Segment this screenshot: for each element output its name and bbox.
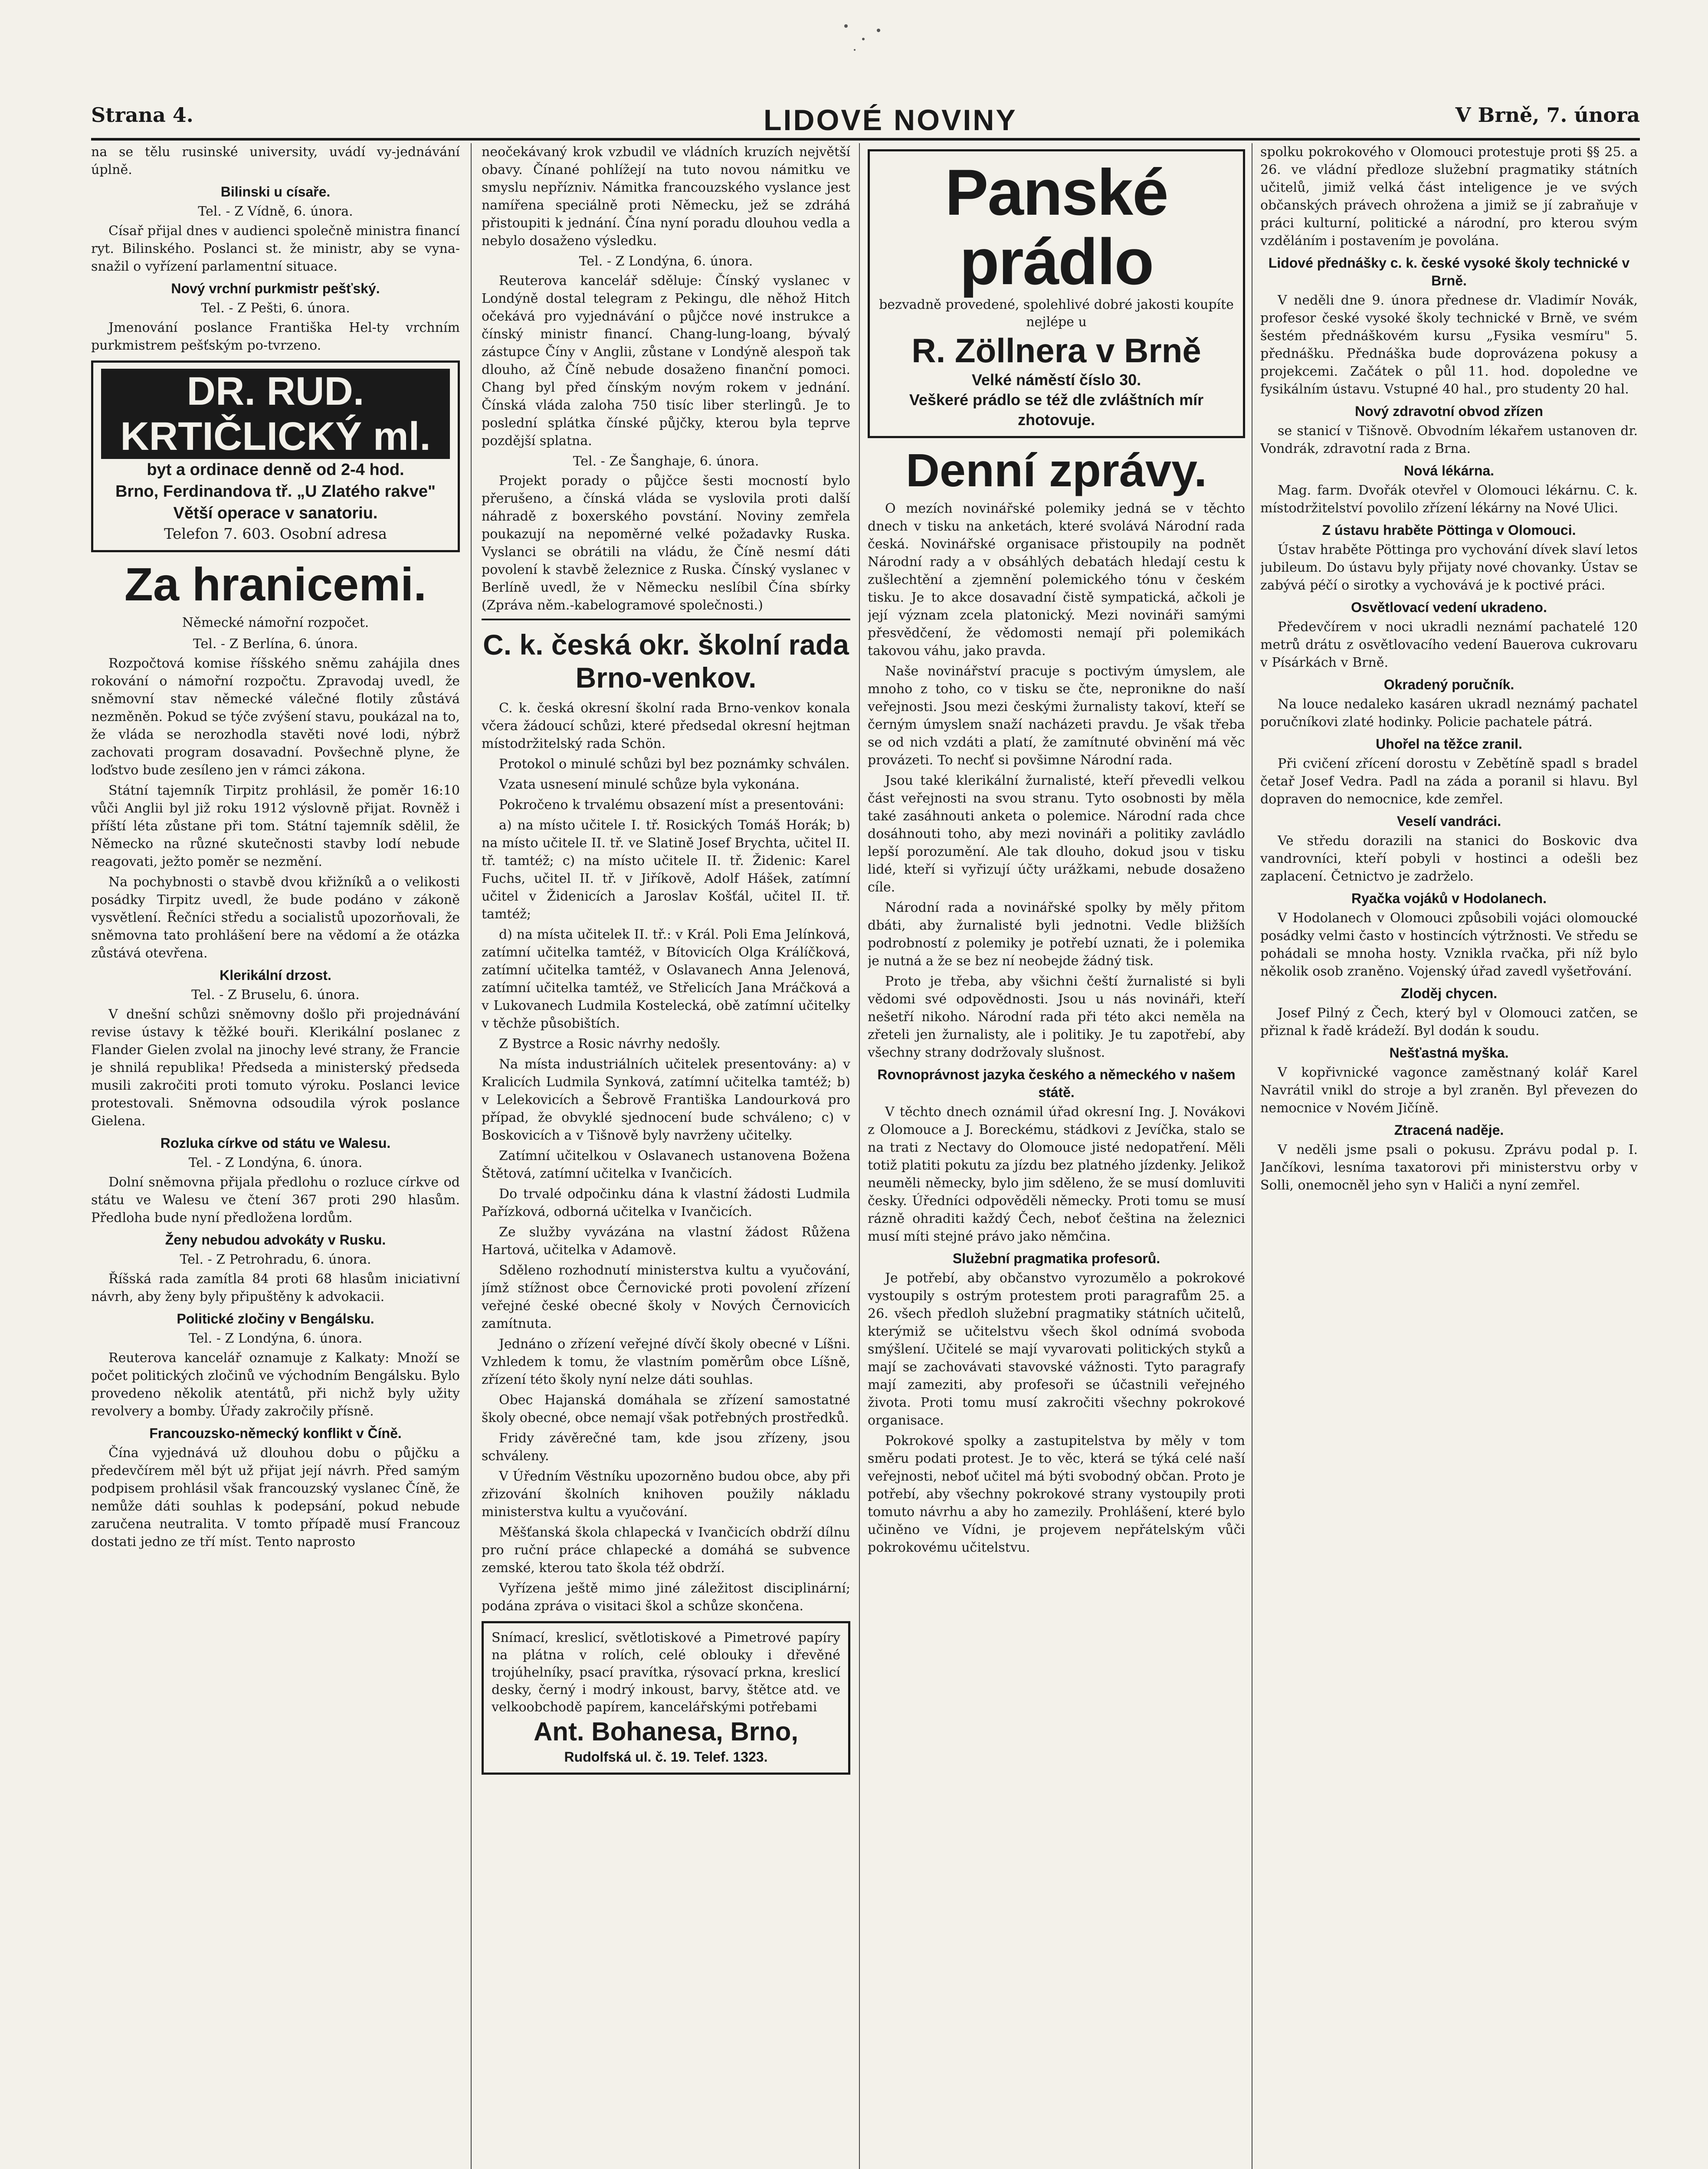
article-text: V neděli jsme psali o pokusu. Zprávu podal p. I. Jančíkovi, lesníma taxatorovi při ministerstvu orby v Solli, onemocněl jeho syn v Haliči a nyní zemřel. [1260, 1142, 1638, 1193]
article-text: Pokrokové spolky a zastupitelstva by měly v tom směru podati protest. Je to věc, která se týká celé naší veřejnosti, neboť učitel má býti svobodný občan. Proto je potřebí, aby všechny pokrokové strany vystoupily proti tomuto návrhu a aby ho zamezily. Prohlášení, které bylo učiněno ve Vídni, je projevem nepřátelským vůči pokrokovému učitelstvu. [868, 1433, 1245, 1555]
column-4 [1260, 143, 1638, 2169]
section-title: Za hranicemi. [124, 558, 427, 610]
article-headline: Bilinski u císaře. [220, 184, 331, 200]
article-text: Josef Pilný z Čech, který byl v Olomouci zatčen, se přiznal k řadě krádeží. Byl dodán k soudu. [1260, 1006, 1638, 1039]
article-text: Naše novinářství pracuje s poctivým úmyslem, ale mnoho z toho, co v tisku se čte, nepronikne do naší veřejnosti. Jsou mezi českými žurnalisty takoví, kteří se černým úmyslem snaží nacházeti pravdu. Je však třeba se od nich vzdáti a platí, že zamítnuté obvinění má věc provázeti. To nechť si povšimne Národní rada. [868, 664, 1245, 768]
article-text: Ve středu dorazili na stanici do Boskovic dva vandrovníci, kteří pobyli v hostinci a odešli bez zaplacení. Četnictvo je zadrželo. [1260, 833, 1638, 884]
ad-line: Telefon 7. 603. Osobní adresa [164, 525, 387, 543]
article-text: Jmenování poslance Františka Hel-ty vrchním purkmistrem pešťským po-tvrzeno. [91, 320, 460, 353]
article-text: Reuterova kancelář oznamuje z Kalkaty: Množí se počet politických zločinů ve východním Bengálsku. Bylo provedeno několik atentátů, při nichž byly užity revolvery a bomby. Úřady zakročily přísně. [91, 1350, 460, 1419]
article-text: Sděleno rozhodnutí ministerstva kultu a vyučování, jímž stížnost obce Černovické proti povolení zřízení veřejné české obecné školy v Nových Černovicích zamítnuta. [482, 1263, 850, 1331]
article-dateline: Tel. - Z Londýna, 6. února. [579, 254, 753, 269]
article-text: Z Bystrce a Rosic návrhy nedošly. [499, 1036, 721, 1052]
article-text: Fridy závěrečné tam, kde jsou zřízeny, jsou schváleny. [482, 1431, 850, 1464]
article-headline: Ryačka vojáků v Hodolanech. [1351, 891, 1547, 906]
ad-address: Rudolfská ul. č. 19. Telef. 1323. [564, 1749, 768, 1765]
article-text: neočekávaný krok vzbudil ve vládních kruzích největší obavy. Čínané pohlížejí na tuto novou námitku ve smyslu nepřízniv. Námitka francouzského vyslance jest namířena speciálně proti Německu, jež se zdráhá přistoupiti k jednání. Čína nyní poradu dlouhou vedla a nebylo dosaženo výsledku. [482, 144, 850, 249]
article-text: C. k. česká okresní školní rada Brno-venkov konala včera žádoucí schůzi, které předsedal okresní hejtman místodržitelský rada Schön. [482, 701, 850, 751]
column-1 [91, 143, 460, 2169]
article-text: d) na místa učitelek II. tř.: v Král. Poli Ema Jelínková, zatímní učitelka tamtéž, v Bítovicích Olga Králíčková, zatímní učitelka tamtéž, v Oslavanech Anna Jelenová, zatímní učitelka tamtéž, ve Střelicích Jana Mráčková a v Lukovanech Ludmila Kostelecká, obě zatímní učitelky v těchže působištích. [482, 927, 850, 1031]
linen-advertisement [868, 149, 1245, 438]
article-headline: Nový zdravotní obvod zřízen [1355, 403, 1543, 419]
newspaper-title: LIDOVÉ NOVINY [764, 104, 1017, 137]
ad-line: byt a ordinace denně od 2-4 hod. [147, 461, 404, 479]
ad-text: Veškeré prádlo se též dle zvláštních mír zhotovuje. [909, 391, 1204, 429]
article-text: V Úředním Věstníku upozorněno budou obce, aby při zřizování školních knihoven použily nákladu ministerstva kultu a vyučování. [482, 1469, 850, 1520]
article-text: Jednáno o zřízení veřejné dívčí školy obecné v Líšni. Vzhledem k tomu, že vlastním poměrům obce Líšně, zřízení této školy nyní nelze dáti souhlas. [482, 1337, 850, 1387]
article-headline: Lidové přednášky c. k. české vysoké školy technické v Brně. [1268, 255, 1630, 288]
article-text: Na místa industriálních učitelek presentovány: a) v Kralicích Ludmila Synková, zatímní učitelka tamtéž; b) v Lelekovicích a Šebrově Františka Landourková pro případ, že obvyklé sjednocení bude schváleno; c) v Boskovicích a v Tišnově byly navrženy učitelky. [482, 1057, 850, 1143]
article-dateline: Tel. - Z Bruselu, 6. února. [191, 987, 360, 1003]
article-text: Při cvičení zřícení dorostu v Zebětíně spadl s bradel četař Josef Vedra. Padl na záda a poranil si hlavu. Byl dopraven do nemocnice, kde zemřel. [1260, 756, 1638, 807]
column-divider [471, 143, 472, 2169]
article-text: V Hodolanech v Olomouci způsobili vojáci olomoucké posádky velmi často v hostincích výtržnosti. Ve středu se pohádali se mnoha hosty. Vznikla rvačka, při níž bylo několik osob zraněno. Vojenský úřad zavedl vyšetřování. [1260, 911, 1638, 979]
article-headline: Rozluka církve od státu ve Walesu. [160, 1135, 391, 1151]
article-text: Ze služby vyvázána na vlastní žádost Růžena Hartová, učitelka v Adamově. [482, 1225, 850, 1258]
page-header [91, 103, 1640, 141]
article-headline: Francouzsko-německý konflikt v Číně. [149, 1425, 402, 1441]
dateline: V Brně, 7. února [1455, 103, 1640, 127]
article-text: Reuterova kancelář sděluje: Čínský vyslanec v Londýně dostal telegram z Pekingu, dle něhož Hitch očekává pro vyjednávání o půjčce nové instrukce a čínský ministr financí. Chang-lung-loang, bývalý zástupce Číny v Anglii, zůstane v Londýně alespoň tak dlouho, až Číně nebude dosaženo finanční pomoci. Chang byl před čínským novým rokem v jednání. Čínská vláda zaloha 750 tisíc liber sterlingů. Je to poslední splátka čínské půjčky, kterou byla teprve pozdější splatna. [482, 273, 850, 449]
article-text: Císař přijal dnes v audienci společně ministra financí ryt. Bilinského. Poslanci st. že ministr, aby se vyna-snažil o vyřízení parlamentní situace. [91, 223, 460, 274]
article-dateline: Tel. - Z Vídně, 6. února. [198, 204, 353, 219]
article-headline: Okradený poručník. [1383, 677, 1515, 692]
column-3 [868, 143, 1245, 2169]
article-dateline: Tel. - Z Berlína, 6. února. [193, 636, 358, 652]
article-text: Vyřízena ještě mimo jiné záležitost disciplinární; podána zpráva o visitaci škol a schůze skončena. [482, 1581, 850, 1614]
article-text: Měšťanská škola chlapecká v Ivančicích obdrží dílnu pro ruční práce chlapecké a domáhá se subvence zemské, kterou tato škola též obdrží. [482, 1525, 850, 1576]
article-headline: Nová lékárna. [1403, 463, 1495, 478]
ad-doctor-name: DR. RUD. KRTIČLICKÝ ml. [101, 369, 450, 459]
article-headline: Ženy nebudou advokáty v Rusku. [165, 1232, 386, 1248]
stationery-advertisement [482, 1621, 850, 1775]
article-dateline: Tel. - Z Pešti, 6. února. [201, 301, 350, 316]
article-text: Národní rada a novinářské spolky by měly přitom dbáti, aby žurnalisté byli jednotni. Vedle bližších podrobností z polemiky je potřebí uznati, že i polemika je nutná a že se bez ní neobejde žádný tisk. [868, 900, 1245, 969]
article-text: Je potřebí, aby občanstvo vyrozumělo a pokrokové vystoupily s ostrým protestem proti paragrafům 25. a 26. všech předloh služební pragmatiky státních učitelů, kterýmiž se učitelstvu všech škol odnímá svoboda smýšlení. Učitelé se mají vyvarovati politických styků a mají se zachovávati stavovské vážnosti. Tyto paragrafy mají zameziti, aby profesoři se účastnili veřejného života. Proti tomu musí zakročiti všechny pokrokové organisace. [868, 1271, 1245, 1428]
article-headline: Klerikální drzost. [220, 967, 331, 983]
article-text: Vzata usnesení minulé schůze byla vykonána. [499, 777, 800, 792]
page-number: Strana 4. [91, 103, 193, 127]
article-text: Zatímní učitelkou v Oslavanech ustanovena Božena Štětová, zatímní učitelka v Ivančicích. [482, 1148, 850, 1181]
article-text: Obec Hajanská domáhala se zřízení samostatné školy obecné, obce nemají však potřebných prostředků. [482, 1392, 850, 1425]
article-dateline: Tel. - Z Petrohradu, 6. února. [180, 1252, 371, 1267]
article-text: na se tělu rusinské university, uvádí vy-jednávání úplně. [91, 144, 460, 177]
section-rule [482, 619, 850, 620]
article-text: Na louce nedaleko kasáren ukradl neznámý pachatel poručníkovi zlaté hodinky. Policie pachatele pátrá. [1260, 697, 1638, 730]
article-text: Předevčírem v noci ukradli neznámí pachatelé 120 metrů drátu z osvětlovacího vedení Bauerova cukrovaru v Písárkách v Brně. [1260, 619, 1638, 670]
article-text: Rozpočtová komise říšského sněmu zahájila dnes rokování o námořní rozpočtu. Zpravodaj uvedl, že sněmovní stav německé válečné flotily zůstává nezměněn. Pokud se týče zvýšení stavu, poukázal na to, že vláda se nerozhodla stavěti nové lodi, nýbrž zachovati program dosavadní. Povšechně plyne, že loďstvo bude zesíleno jen v rámci zákona. [91, 656, 460, 778]
article-text: Mag. farm. Dvořák otevřel v Olomouci lékárnu. C. k. místodržitelství povolilo zřízení lékárny na Nové Ulici. [1260, 483, 1638, 516]
article-text: Čína vyjednává už dlouhou dobu o půjčku a předevčírem měl být už přijat její návrh. Před samým podpisem prohlásil však francouzský vyslanec Číně, že nemůže dáti souhlas k podepsání, pokud nebude zaručena neutralita. V tomto případě musí Francouz dostati jedno ze tří míst. Tento naprosto [91, 1445, 460, 1550]
article-headline: Služební pragmatika profesorů. [952, 1251, 1161, 1266]
article-text: Říšská rada zamítla 84 proti 68 hlasům iniciativní návrh, aby ženy byly připuštěny k advokacii. [91, 1271, 460, 1304]
ad-line: Brno, Ferdinandova tř. „U Zlatého rakve" [115, 482, 436, 501]
article-headline: Ztracená naděje. [1394, 1122, 1504, 1138]
article-text: Jsou také klerikální žurnalisté, kteří převedli velkou část veřejnosti na svou stranu. Tyto osobnosti by měla také zasáhnouti anketa o polemice. Národní rada chce dosáhnouti toho, aby mezi novináři a politiky zavládlo lepší porozumění. Ale tak dlouho, dokud jsou v tisku lidé, kteří si vyřizují účty urážkami, nebude dosaženo cíle. [868, 773, 1245, 895]
article-text: Projekt porady o půjčce šesti mocností bylo přerušeno, a čínská vláda se vyslovila proti další náhradě z boxerského povstání. Noviny zemřela poukazují na nepoměrné velké požadavky Ruska. Vyslanci se obrátili na vládu, že Číně nesmí dáti povolení k stavbě železnice z Ruska. Čínský vyslanec v Berlíně uvedl, že v Německu neslíbil Čína sbírky (Zpráva něm.-kabelogramové společnosti.) [482, 473, 850, 613]
article-headline: Veselí vandráci. [1397, 813, 1501, 829]
article-text: a) na místo učitele I. tř. Rosických Tomáš Horák; b) na místo učitele II. tř. ve Slatině Josef Brychta, učitel II. tř. tamtéž; c) na místo učitele II. tř. Židenic: Karel Fuchs, učitel II. tř. v Jiříkově, Adolf Hášek, zatímní učitel v Židenicích a Jaroslav Košťál, učitel II. tř. tamtéž; [482, 818, 850, 922]
article-text: spolku pokrokového v Olomouci protestuje proti §§ 25. a 26. ve vládní předloze služební pragmatiky státních učitelů, jimiž velká část inteligence je ve svých občanských právech ohrožena a jimiž se jí zabraňuje v práci kulturní, politické a národní, pro kterou svým vzděláním i postavením je povolána. [1260, 144, 1638, 249]
article-headline: Nový vrchní purkmistr pešťský. [171, 281, 380, 296]
article-dateline: Tel. - Ze Šanghaje, 6. února. [573, 454, 759, 469]
doctor-advertisement [91, 360, 460, 552]
article-text: Ústav hraběte Pöttinga pro vychování dívek slaví letos jubileum. Do ústavu byly přijaty nové chovanky. Ústav se zabývá péčí o sirotky a vychovává je k poctivé práci. [1260, 542, 1638, 593]
column-divider [859, 143, 860, 2169]
article-dateline: Tel. - Z Londýna, 6. února. [188, 1155, 363, 1170]
article-text: O mezích novinářské polemiky jedná se v těchto dnech v tisku na anketách, které svolává Národní rada česká. Novinářské organisace přistoupily na podnět Národní rady a v obsáhlých debatách hledají cestu k zušlechtění a zjemnění polemického tónu v českém tisku. Je to akce dosavadní čistě sympatická, ačkoli je její význam zcela platonický. Mezi novináři samými přesvědčení, že vědomosti nemají při polemikách takovou váhu, jako pravda. [868, 501, 1245, 659]
section-title: Denní zprávy. [905, 444, 1207, 496]
article-headline: Zloděj chycen. [1400, 986, 1498, 1001]
article-headline: Z ústavu hraběte Pöttinga v Olomouci. [1322, 522, 1576, 538]
article-text: Proto je třeba, aby všichni čeští žurnalisté si byli vědomi své odpovědnosti. Jsou u nás novináři, kteří nešetří nikoho. Národní rada při této akci neměla na zřeteli jen žurnalisty, ale i politiky. Je tu zapotřebí, aby všechny strany dodržovaly slušnost. [868, 974, 1245, 1060]
article-text: V těchto dnech oznámil úřad okresní Ing. J. Novákovi z Olomouce a J. Boreckému, stádkovi z Jevíčka, stalo se na trati z Nectavy do Olomouce jisté nedopatření. Měli totiž platiti pokutu za jízdu bez platného jízdenky. Jelikož neuměli německy, bylo jim sděleno, že se musí domluviti česky. Úředníci odpověděli německy. Proti tomu se musí rázně ohraditi každý Čech, neboť čeština na železnici musí míti stejné právo jako němčina. [868, 1104, 1245, 1244]
ad-address: Velké náměstí číslo 30. [971, 371, 1141, 389]
ad-title: Panské prádlo [945, 156, 1168, 298]
article-text: Pokročeno k trvalému obsazení míst a presentováni: [499, 797, 844, 813]
article-headline: Německé námořní rozpočet. [182, 615, 369, 630]
article-text: Protokol o minulé schůzi byl bez poznámky schválen. [499, 757, 850, 772]
article-text: V neděli dne 9. února přednese dr. Vladimír Novák, profesor české vysoké školy technické v Brně, ve svém šestém přednáškovém kursu „Fysika vesmíru" 5. přednášku. Přednáška bude doprovázena pokusy a projekcemi. Začátek o půl 11. hod. dopoledne ve fysikálním ústavu. Vstupné 40 hal., pro studenty 20 hal. [1260, 293, 1638, 397]
ad-shop-name: R. Zöllnera v Brně [911, 331, 1201, 370]
article-headline: Rovnoprávnost jazyka českého a německého v našem státě. [877, 1067, 1236, 1100]
section-title: C. k. česká okr. školní rada Brno-venkov. [483, 629, 849, 694]
article-text: V dnešní schůzi sněmovny došlo při projednávání revise ústavy k těžké bouři. Klerikální poslanec z Flander Gielen zvolal na jinochy levé strany, že Francie je shnilá republika! Předseda a ministerský předseda musili zakročiti proti tomuto výroku. Poslanci levice protestovali. Sněmovna odsoudila výrok poslance Gielena. [91, 1007, 460, 1129]
article-text: Státní tajemník Tirpitz prohlásil, že poměr 16:10 vůči Anglii byl již roku 1912 výslovně přijat. Rovněž i příští léta zůstane při tom. Státní tajemník sdělil, že Německo na různé skutečnosti stavby lodí nebude reagovati, ježto poměr se nezmění. [91, 783, 460, 869]
article-dateline: Tel. - Z Londýna, 6. února. [188, 1331, 363, 1346]
article-headline: Politické zločiny v Bengálsku. [177, 1311, 374, 1327]
article-text: Do trvalé odpočinku dána k vlastní žádosti Ludmila Pařízková, odborná učitelka v Ivančicích. [482, 1186, 850, 1219]
article-headline: Nešťastná myška. [1389, 1045, 1509, 1061]
ad-line: Větší operace v sanatoriu. [173, 504, 378, 522]
article-text: Na pochybnosti o stavbě dvou křižníků a o velikosti posádky Tirpitz uvedl, že bude podáno v zákoně vysvětlení. Řečníci středu a socialistů upozorňovali, že sněmovna tato prohlášení bere na vědomí a že otázka zůstává otevřena. [91, 875, 460, 961]
article-headline: Osvětlovací vedení ukradeno. [1351, 600, 1547, 615]
article-text: V kopřivnické vagonce zaměstnaný kolář Karel Navrátil vnikl do stroje a byl zraněn. Byl převezen do nemocnice v Novém Jičíně. [1260, 1065, 1638, 1116]
article-text: Dolní sněmovna přijala předlohu o rozluce církve od státu ve Walesu ve čtení 367 proti 290 hlasům. Předloha bude nyní předložena lordům. [91, 1175, 460, 1225]
column-2 [482, 143, 850, 2169]
article-headline: Uhořel na těžce zranil. [1376, 736, 1522, 752]
article-text: se stanicí v Tišnově. Obvodním lékařem ustanoven dr. Vondrák, zdravotní rada z Brna. [1260, 423, 1638, 456]
scan-speckle-mark [837, 17, 889, 56]
ad-text: bezvadně provedené, spolehlivé dobré jakosti koupíte nejlépe u [879, 297, 1234, 330]
ad-text: Snímací, kreslicí, světlotiskové a Pimetrové papíry na plátna v rolích, celé oblouky i dřevěné trojúhelníky, psací pravítka, rýsovací prkna, kreslicí desky, černý i modrý inkoust, barvy, štětce atd. ve velkoobchodě papírem, kancelářskými potřebami [492, 1630, 840, 1715]
ad-firm-name: Ant. Bohanesa, Brno, [533, 1717, 799, 1746]
